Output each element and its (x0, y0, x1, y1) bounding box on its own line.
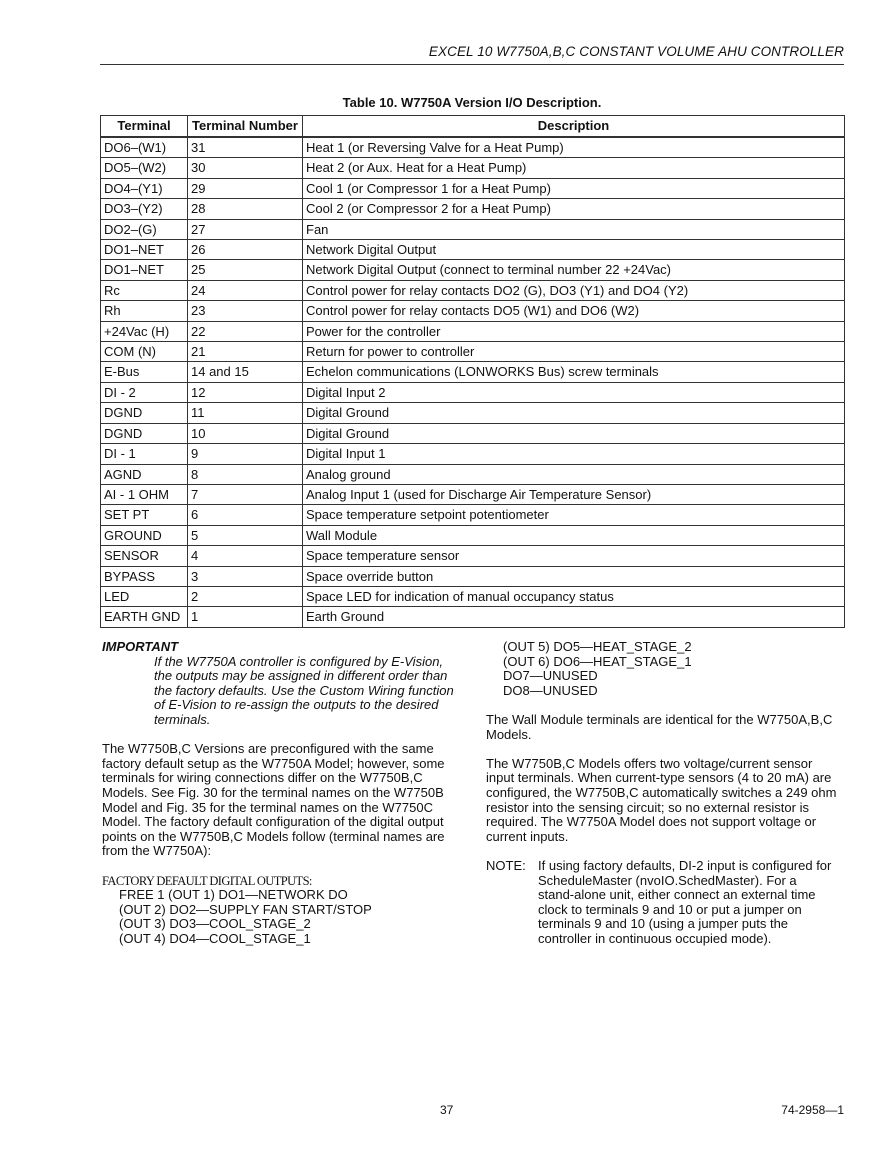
text-line: (OUT 3) DO3—COOL_STAGE_2 (119, 916, 311, 932)
cell-description: Digital Ground (303, 403, 845, 423)
cell-description: Heat 2 (or Aux. Heat for a Heat Pump) (303, 158, 845, 178)
cell-terminal-number: 29 (188, 178, 303, 198)
table-row (101, 158, 845, 178)
cell-terminal-number: 11 (188, 403, 303, 423)
table-row (101, 546, 845, 566)
note-text (538, 859, 846, 947)
cell-terminal: GROUND (101, 525, 188, 545)
text-line: input terminals. When current-type sensors (4 to 20 mA) are (486, 770, 832, 786)
cell-description: Network Digital Output (connect to terminal number 22 +24Vac) (303, 260, 845, 280)
table-row (101, 382, 845, 402)
cell-terminal: DO4–(Y1) (101, 178, 188, 198)
table-row (101, 444, 845, 464)
cell-description: Digital Input 1 (303, 444, 845, 464)
page-number: 37 (440, 1103, 454, 1117)
text-line: terminals 9 and 10 (using a jumper puts the (538, 916, 789, 932)
text-line: terminals. (154, 711, 211, 727)
cell-description: Power for the controller (303, 321, 845, 341)
text-line: the factory defaults. Use the Custom Wiring function (154, 682, 454, 698)
cell-terminal: SENSOR (101, 546, 188, 566)
document-number: 74-2958—1 (781, 1103, 844, 1117)
cell-terminal-number: 23 (188, 301, 303, 321)
cell-terminal: DO1–NET (101, 240, 188, 260)
cell-terminal-number: 14 and 15 (188, 362, 303, 382)
text-line: (OUT 4) DO4—COOL_STAGE_1 (119, 930, 311, 946)
table-row (101, 301, 845, 321)
table-row (101, 137, 845, 158)
cell-terminal-number: 1 (188, 607, 303, 627)
cell-terminal: DO1–NET (101, 260, 188, 280)
table-row (101, 342, 845, 362)
cell-description: Analog ground (303, 464, 845, 484)
text-line: Models. See Fig. 30 for the terminal names on the W7750B (102, 784, 444, 800)
cell-description: Network Digital Output (303, 240, 845, 260)
cell-terminal: DI - 2 (101, 382, 188, 402)
preconfigured-paragraph (102, 742, 462, 859)
cell-terminal-number: 26 (188, 240, 303, 260)
text-line: The Wall Module terminals are identical for the W7750A,B,C (486, 711, 833, 727)
note-label: NOTE: (486, 857, 526, 873)
cell-terminal-number: 28 (188, 199, 303, 219)
text-line: ScheduleMaster (nvoIO.SchedMaster). For a (538, 872, 797, 888)
column-header-terminal: Terminal (101, 116, 188, 138)
important-title: IMPORTANT (102, 639, 179, 654)
table-row (101, 607, 845, 627)
table-row (101, 586, 845, 606)
cell-description: Cool 1 (or Compressor 1 for a Heat Pump) (303, 178, 845, 198)
table-row (101, 464, 845, 484)
wall-module-paragraph (486, 713, 846, 742)
text-line: required. The W7750A Model does not support voltage or (486, 814, 817, 830)
text-line: The W7750B,C Models offers two voltage/current sensor (486, 755, 813, 771)
cell-terminal: AI - 1 OHM (101, 484, 188, 504)
factory-defaults-heading: FACTORY DEFAULT DIGITAL OUTPUTS: (102, 873, 312, 888)
text-line: points on the W7750B,C Models follow (terminal names are (102, 828, 445, 844)
table-row (101, 280, 845, 300)
cell-terminal: COM (N) (101, 342, 188, 362)
cell-terminal: Rh (101, 301, 188, 321)
cell-terminal: BYPASS (101, 566, 188, 586)
cell-terminal-number: 5 (188, 525, 303, 545)
text-line: (OUT 2) DO2—SUPPLY FAN START/STOP (119, 901, 372, 917)
cell-terminal-number: 21 (188, 342, 303, 362)
table-caption: Table 10. W7750A Version I/O Description. (342, 95, 602, 110)
cell-terminal-number: 25 (188, 260, 303, 280)
cell-terminal-number: 9 (188, 444, 303, 464)
sensor-inputs-paragraph (486, 757, 846, 845)
cell-description: Fan (303, 219, 845, 239)
text-line: Models. (486, 726, 532, 742)
cell-terminal: E-Bus (101, 362, 188, 382)
cell-terminal-number: 4 (188, 546, 303, 566)
table-row (101, 505, 845, 525)
text-line: (OUT 5) DO5—HEAT_STAGE_2 (503, 639, 692, 654)
text-line: configured, the W7750B,C automatically switches a 249 ohm (486, 784, 837, 800)
text-line: from the W7750A): (102, 843, 212, 859)
factory-outputs-list-continued (486, 640, 846, 698)
cell-terminal: DO5–(W2) (101, 158, 188, 178)
cell-description: Digital Input 2 (303, 382, 845, 402)
cell-terminal: EARTH GND (101, 607, 188, 627)
text-line: stand-alone unit, either connect an external time (538, 887, 816, 903)
cell-terminal: DGND (101, 423, 188, 443)
cell-terminal-number: 7 (188, 484, 303, 504)
table-row (101, 219, 845, 239)
cell-terminal-number: 6 (188, 505, 303, 525)
cell-description: Digital Ground (303, 423, 845, 443)
text-line: the outputs may be assigned in different order than (154, 668, 448, 684)
cell-description: Space override button (303, 566, 845, 586)
cell-description: Heat 1 (or Reversing Valve for a Heat Pump) (303, 137, 845, 158)
text-line: The W7750B,C Versions are preconfigured with the same (102, 741, 434, 757)
text-line: of E-Vision to re-assign the outputs to the desired (154, 697, 439, 713)
table-body (101, 137, 845, 627)
important-note (154, 655, 462, 728)
text-line: factory default setup as the W7750A Model; however, some (102, 755, 445, 771)
table-row (101, 178, 845, 198)
text-line: clock to terminals 9 and 10 or put a jumper on (538, 901, 802, 917)
text-line: Model. The factory default configuration of the digital output (102, 814, 444, 830)
cell-terminal-number: 2 (188, 586, 303, 606)
table-row (101, 525, 845, 545)
page-header-title: EXCEL 10 W7750A,B,C CONSTANT VOLUME AHU CONTROLLER (428, 44, 844, 59)
cell-terminal: DO3–(Y2) (101, 199, 188, 219)
cell-description: Return for power to controller (303, 342, 845, 362)
table-row (101, 321, 845, 341)
cell-terminal-number: 27 (188, 219, 303, 239)
text-line: (OUT 6) DO6—HEAT_STAGE_1 (503, 653, 692, 669)
table-row (101, 484, 845, 504)
text-line: If the W7750A controller is configured by E-Vision, (154, 653, 444, 669)
table-row (101, 199, 845, 219)
cell-terminal-number: 12 (188, 382, 303, 402)
cell-terminal-number: 10 (188, 423, 303, 443)
left-column (102, 640, 462, 946)
factory-outputs-list (102, 888, 462, 946)
cell-terminal: DO6–(W1) (101, 137, 188, 158)
cell-description: Space LED for indication of manual occupancy status (303, 586, 845, 606)
cell-terminal-number: 31 (188, 137, 303, 158)
cell-terminal: LED (101, 586, 188, 606)
cell-terminal-number: 8 (188, 464, 303, 484)
cell-description: Cool 2 (or Compressor 2 for a Heat Pump) (303, 199, 845, 219)
text-line: resistor into the sensing circuit; so no external resistor is (486, 799, 809, 815)
cell-description: Earth Ground (303, 607, 845, 627)
right-column (486, 640, 846, 946)
text-line: FREE 1 (OUT 1) DO1—NETWORK DO (119, 887, 348, 903)
text-line: current inputs. (486, 828, 569, 844)
column-header-description: Description (303, 116, 845, 138)
header-rule (100, 64, 844, 65)
column-header-terminal-number: Terminal Number (188, 116, 303, 138)
cell-description: Control power for relay contacts DO2 (G), DO3 (Y1) and DO4 (Y2) (303, 280, 845, 300)
cell-terminal: Rc (101, 280, 188, 300)
cell-terminal: +24Vac (H) (101, 321, 188, 341)
cell-description: Control power for relay contacts DO5 (W1) and DO6 (W2) (303, 301, 845, 321)
table-row (101, 423, 845, 443)
text-line: DO7—UNUSED (503, 668, 598, 684)
cell-description: Space temperature sensor (303, 546, 845, 566)
cell-description: Analog Input 1 (used for Discharge Air Temperature Sensor) (303, 484, 845, 504)
table-row (101, 240, 845, 260)
table-row (101, 260, 845, 280)
cell-terminal: DO2–(G) (101, 219, 188, 239)
cell-description: Space temperature setpoint potentiometer (303, 505, 845, 525)
text-line: Model and Fig. 35 for the terminal names on the W7750C (102, 799, 433, 815)
table-row (101, 403, 845, 423)
table-header-row (101, 116, 845, 138)
text-line: DO8—UNUSED (503, 682, 598, 698)
text-line: controller in continuous occupied mode). (538, 930, 772, 946)
cell-description: Echelon communications (LONWORKS Bus) screw terminals (303, 362, 845, 382)
table-row (101, 566, 845, 586)
text-line: terminals for wiring connections differ on the W7750B,C (102, 770, 423, 786)
cell-terminal-number: 24 (188, 280, 303, 300)
cell-terminal-number: 30 (188, 158, 303, 178)
cell-terminal: DI - 1 (101, 444, 188, 464)
cell-description: Wall Module (303, 525, 845, 545)
cell-terminal: SET PT (101, 505, 188, 525)
table-row (101, 362, 845, 382)
text-line: If using factory defaults, DI-2 input is configured for (538, 857, 832, 873)
io-description-table (100, 115, 845, 628)
cell-terminal: DGND (101, 403, 188, 423)
cell-terminal-number: 3 (188, 566, 303, 586)
cell-terminal: AGND (101, 464, 188, 484)
cell-terminal-number: 22 (188, 321, 303, 341)
note-block (486, 859, 846, 947)
